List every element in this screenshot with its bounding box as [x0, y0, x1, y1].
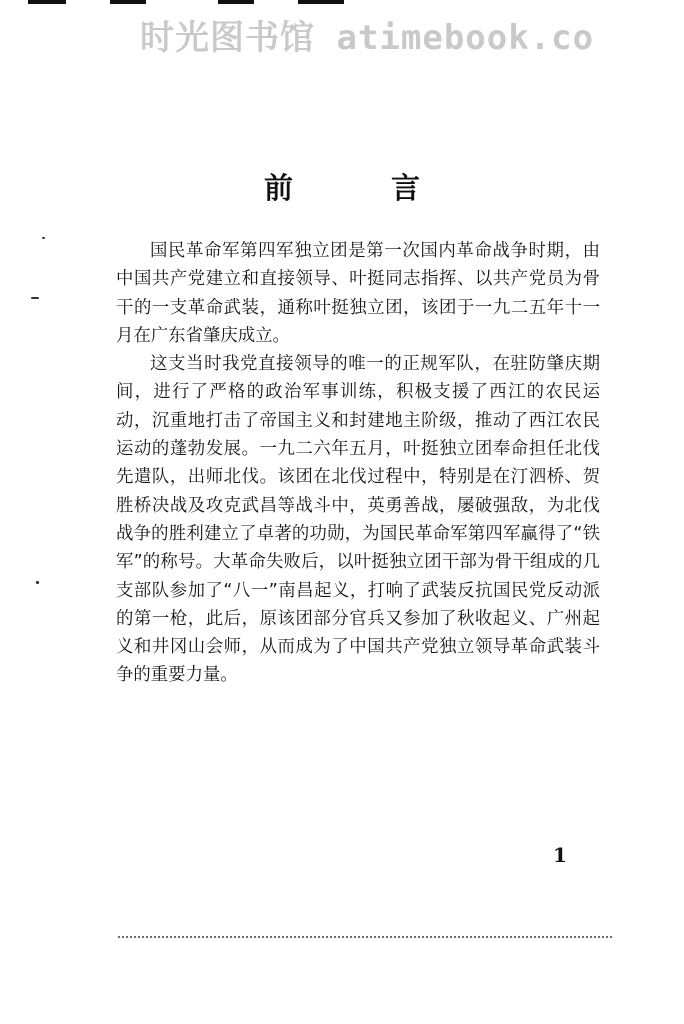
scan-artifact-bar [110, 0, 146, 4]
paragraph: 国民革命军第四军独立团是第一次国内革命战争时期，由中国共产党建立和直接领导、叶挺同志指挥、以共产党员为骨干的一支革命武装，通称叶挺独立团，该团于一九二五年十一月在广东省肇庆成立。 [116, 241, 600, 346]
scan-speck [36, 581, 39, 584]
page-title: 前 言 [263, 171, 465, 205]
preface-body [116, 237, 600, 690]
page-number: 1 [553, 843, 567, 867]
paragraph: 这支当时我党直接领导的唯一的正规军队，在驻防肇庆期间，进行了严格的政治军事训练，积极支援了西江的农民运动，沉重地打击了帝国主义和封建地主阶级，推动了西江农民运动的蓬勃发展。一九二六年五月，叶挺独立团奉命担任北伐先遣队，出师北伐。该团在北伐过程中，特别是在汀泗桥、贺胜桥决战及攻克武昌等战斗中，英勇善战，屡破强敌，为北伐战争的胜利建立了卓著的功勋，为国民革命军第四军赢得了“铁军”的称号。大革命失败后，以叶挺独立团干部为骨干组成的几支部队参加了“八一”南昌起义，打响了武装反抗国民党反动派的第一枪，此后，原该团部分官兵又参加了秋收起义、广州起义和井冈山会师，从而成为了中国共产党独立领导革命武装斗争的重要力量。 [116, 354, 600, 686]
scan-speck [31, 297, 39, 299]
scan-artifact-bar [218, 0, 254, 4]
scan-speck [42, 237, 45, 239]
watermark: 时光图书馆 atimebook.co [140, 18, 595, 58]
scan-artifact-bar [298, 0, 344, 4]
scan-artifact-bar [28, 0, 66, 4]
bottom-rule [118, 936, 612, 938]
